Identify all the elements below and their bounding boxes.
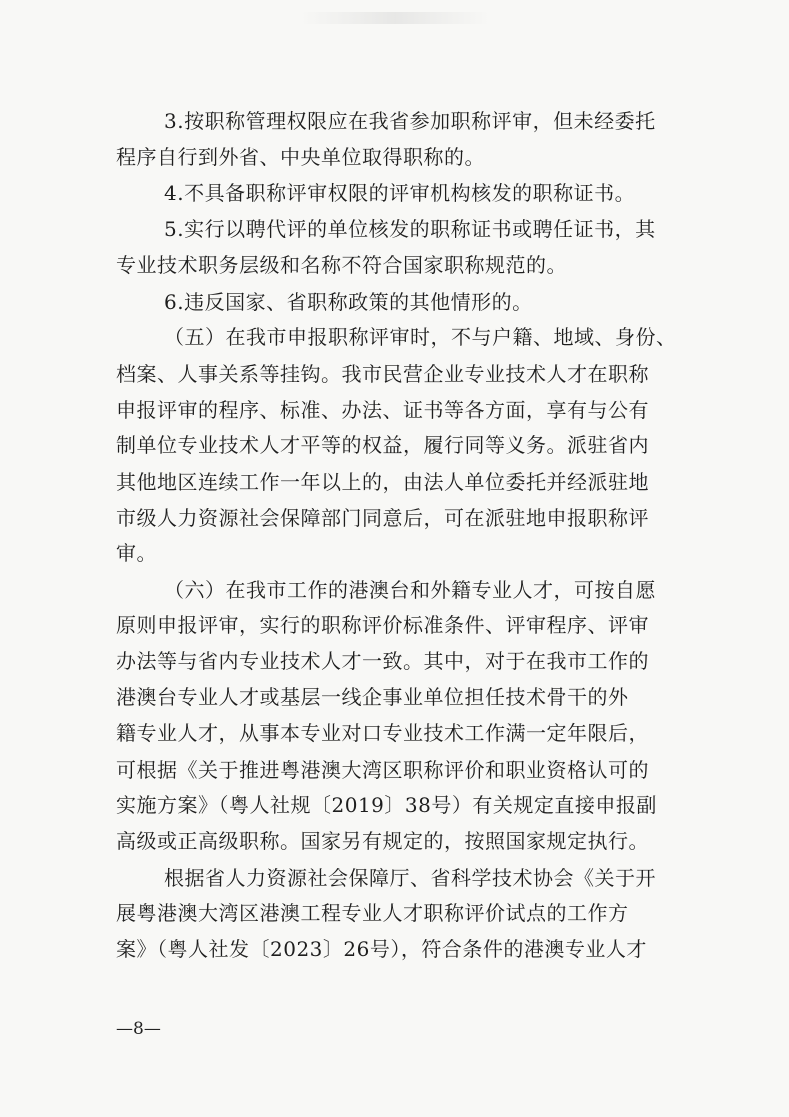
text-line: 制单位专业技术人才平等的权益，履行同等义务。派驻省内 (116, 433, 649, 457)
text-line: 审。 (116, 541, 157, 565)
text-line: 市级人力资源社会保障部门同意后，可在派驻地申报职称评 (116, 506, 649, 530)
text-line: 港澳台专业人才或基层一线企事业单位担任技术骨干的外 (116, 685, 629, 709)
text-line: 高级或正高级职称。国家另有规定的，按照国家规定执行。 (116, 829, 649, 853)
text-line: 3.按职称管理权限应在我省参加职称评审，但未经委托 (164, 109, 656, 133)
text-line: 可根据《关于推进粤港澳大湾区职称评价和职业资格认可的 (116, 758, 649, 782)
text-line: 申报评审的程序、标准、办法、证书等各方面，享有与公有 (116, 398, 649, 422)
text-line: 籍专业人才，从事本专业对口专业技术工作满一定年限后， (116, 721, 649, 745)
text-line: 办法等与省内专业技术人才一致。其中，对于在我市工作的 (116, 649, 649, 673)
scan-mark (300, 12, 490, 24)
text-line: 原则申报评审，实行的职称评价标准条件、评审程序、评审 (116, 613, 649, 637)
text-line: 程序自行到外省、中央单位取得职称的。 (116, 145, 485, 169)
text-line: 专业技术职务层级和名称不符合国家职称规范的。 (116, 253, 567, 277)
text-line: 6.违反国家、省职称政策的其他情形的。 (164, 290, 533, 314)
text-line: 其他地区连续工作一年以上的，由法人单位委托并经派驻地 (116, 470, 649, 494)
text-line: 档案、人事关系等挂钩。我市民营企业专业技术人才在职称 (116, 362, 649, 386)
text-line: 根据省人力资源社会保障厅、省科学技术协会《关于开 (164, 866, 656, 890)
text-line: 4.不具备职称评审权限的评审机构核发的职称证书。 (164, 181, 636, 205)
text-line: （六）在我市工作的港澳台和外籍专业人才，可按自愿 (164, 578, 656, 602)
text-line: 实施方案》（粤人社规〔2019〕38号）有关规定直接申报副 (116, 793, 657, 817)
text-line: 展粤港澳大湾区港澳工程专业人才职称评价试点的工作方 (116, 901, 629, 925)
page-number: —8— (116, 1019, 161, 1039)
text-line: （五）在我市申报职称评审时，不与户籍、地域、身份、 (164, 325, 677, 349)
text-line: 案》（粤人社发〔2023〕26号），符合条件的港澳专业人才 (116, 937, 647, 961)
text-line: 5.实行以聘代评的单位核发的职称证书或聘任证书，其 (164, 217, 656, 241)
